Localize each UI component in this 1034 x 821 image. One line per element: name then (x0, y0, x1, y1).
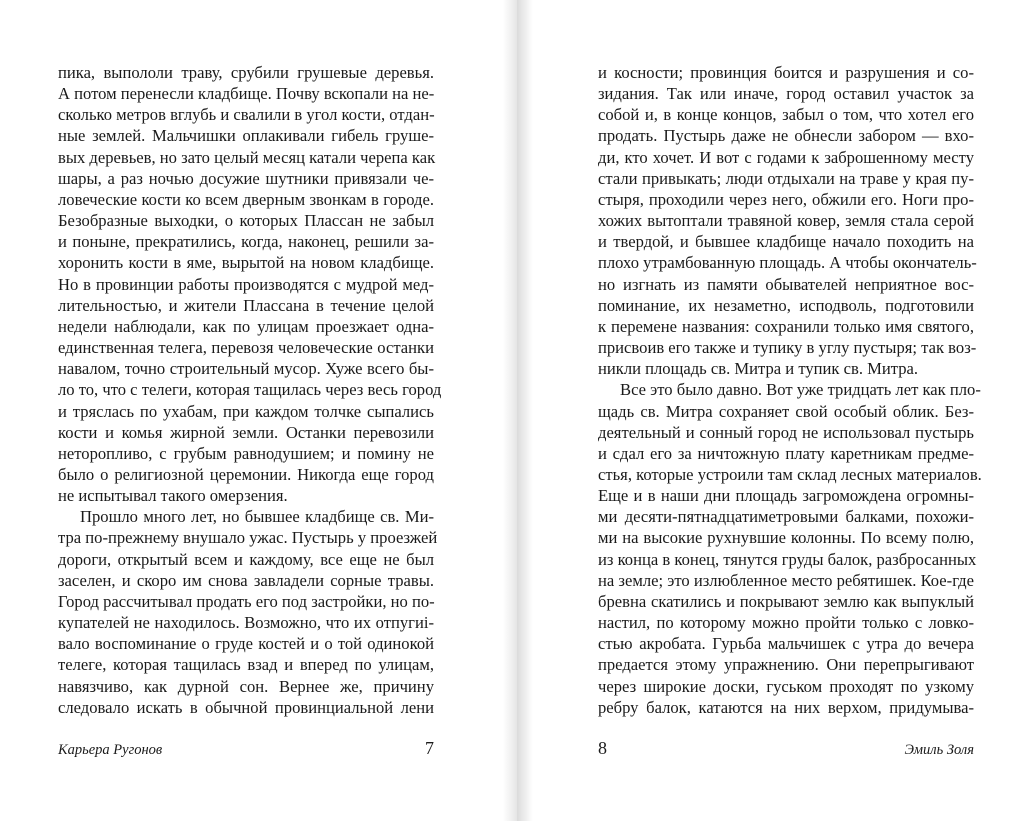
text-line: на земле; это излюбленное место ребятишек. Кое-где (598, 570, 974, 590)
text-line: лительностью, и жители Плассана в течение целой (58, 295, 434, 315)
text-line: зидания. Так или иначе, город оставил участок за (598, 84, 974, 104)
text-line: ди, кто хочет. И вот с годами к заброшенному месту (598, 147, 974, 167)
right-page-text (598, 62, 982, 718)
text-line: ми на высокие рухнувшие колонны. По всему полю, (598, 528, 974, 548)
text-line: Город рассчитывал продать его под застройки, но по- (58, 591, 435, 611)
text-line: купателей не находилось. Возможно, что их отпугиі- (58, 613, 434, 633)
text-line: тра по-прежнему внушало ужас. Пустырь у проезжей (58, 528, 438, 548)
text-line: кости и комья жирной земли. Останки перевозили (58, 422, 434, 442)
text-line: но изгнать из памяти обывателей неприятное вос- (598, 274, 974, 294)
text-line: никли площадь св. Митра и тупик св. Митра. (598, 359, 919, 379)
text-line: стали привыкать; люди отдыхали на траве у края пу- (598, 168, 974, 188)
text-line: и тряслась по ухабам, при каждом толчке сыпались (58, 401, 434, 421)
text-line: навязчиво, как дурной сон. Вернее же, причину (58, 676, 434, 696)
text-line: единственная телега, перевозя человеческие останки (58, 338, 434, 358)
text-line: предается этому упражнению. Они перепрыгивают (598, 655, 974, 675)
text-line: хоронить кости в яме, вырытой на новом кладбище. (58, 253, 434, 273)
text-line: следовало искать в обычной провинциальной лени (58, 697, 434, 717)
page-number-right: 8 (598, 738, 607, 758)
text-line: пика, выпололи траву, срубили грушевые деревья. (58, 63, 434, 82)
text-line: стыря, проходили через него, обжили его. Ноги про- (598, 189, 974, 209)
text-line: вало воспоминание о груде костей и о той одинокой (58, 634, 434, 654)
running-title-right: Эмиль Золя (904, 742, 974, 758)
text-line: Еще и в наши дни площадь загромождена огромны- (598, 486, 974, 506)
text-line: плохо утрамбованную площадь. А чтобы окончатель- (598, 253, 977, 273)
running-title-left: Карьера Ругонов (58, 742, 163, 758)
text-line: Все это было давно. Вот уже тридцать лет как пло- (620, 380, 981, 400)
text-line: сколько метров вглубь и свалили в угол кости, отдан- (58, 105, 435, 125)
text-line: А потом перенесли кладбище. Почву вскопали на не- (58, 84, 435, 104)
text-line: настил, по которому можно пройти только с ловко- (598, 613, 974, 633)
right-page (517, 0, 1034, 821)
text-line: собой и, в конце концов, забыл о том, что хотел его (598, 105, 974, 125)
text-line: Прошло много лет, но бывшее кладбище св. Ми- (80, 507, 434, 527)
text-line: и поныне, прекратились, когда, наконец, решили за- (58, 232, 434, 252)
text-line: вых деревьев, но зато целый месяц катали черепа как (58, 147, 436, 167)
text-line: щадь св. Митра сохраняет свой особый облик. Без- (598, 401, 974, 421)
text-line: ные землей. Мальчишки оплакивали гибель груше- (58, 126, 434, 146)
text-line: не испытывал такого омерзения. (58, 486, 288, 506)
text-line: ми десяти-пятнадцатиметровыми балками, похожи- (598, 507, 974, 527)
text-line: было о религиозной церемонии. Никогда еще город (58, 464, 434, 484)
text-line: навалом, точно строительный мусор. Хуже всего бы- (58, 359, 434, 379)
text-line: неторопливо, с грубым равнодушием; и помину не (58, 443, 434, 463)
text-line: к перемене названия: сохранили только имя святого, (598, 316, 974, 336)
text-line: поминание, их незаметно, исподволь, подготовили (598, 295, 974, 315)
text-line: шары, а раз ночью досужие шутники привязали че- (58, 168, 434, 188)
gutter-shadow-right (517, 0, 533, 821)
right-page-footer (598, 738, 974, 762)
text-line: присвоив его также и тупику в углу пустыря; так воз- (598, 338, 977, 358)
text-line: стью акробата. Гурьба мальчишек с утра до вечера (598, 634, 974, 654)
text-line: Безобразные выходки, о которых Плассан не забыл (58, 211, 434, 231)
text-line: дороги, открытый всем и каждому, все еще не был (58, 549, 434, 569)
text-line: через широкие доски, гуськом проходят по узкому (598, 676, 974, 696)
text-line: деятельный и сонный город не использовал пустырь (598, 422, 974, 442)
text-line: и косности; провинция боится и разрушения и со- (598, 63, 974, 82)
left-page-footer (58, 738, 434, 762)
text-line: заселен, и скоро им снова завладели сорные травы. (58, 570, 434, 590)
text-line: и твердой, и бывшее кладбище начало походить на (598, 232, 974, 252)
gutter-shadow-left (503, 0, 517, 821)
text-line: ребру балок, катаются на них верхом, придумыва- (598, 697, 974, 717)
text-line: телеге, которая тащилась взад и вперед по улицам, (58, 655, 434, 675)
left-page-text (58, 62, 442, 718)
text-line: продать. Пустырь даже не обнесли забором — вхо- (598, 126, 974, 146)
text-line: недели наблюдали, как по улицам проезжает одна- (58, 316, 434, 336)
text-line: из конца в конец, тянутся груды балок, разбросанных (598, 549, 977, 569)
text-line: Но в провинции работы производятся с мудрой мед- (58, 274, 434, 294)
text-line: хожих вытоптали травяной ковер, земля стала серой (598, 211, 974, 231)
text-line: ловеческие кости ко всем дверным звонкам в городе. (58, 189, 434, 209)
text-line: стья, которые устроили там склад лесных материалов. (598, 464, 982, 484)
page-number-left: 7 (425, 738, 434, 758)
text-line: бревна скатились и покрывают землю как выпуклый (598, 591, 974, 611)
text-line: ло то, что с телеги, которая тащилась через весь город (58, 380, 442, 400)
text-line: и сдал его за ничтожную плату каретникам предме- (598, 443, 974, 463)
